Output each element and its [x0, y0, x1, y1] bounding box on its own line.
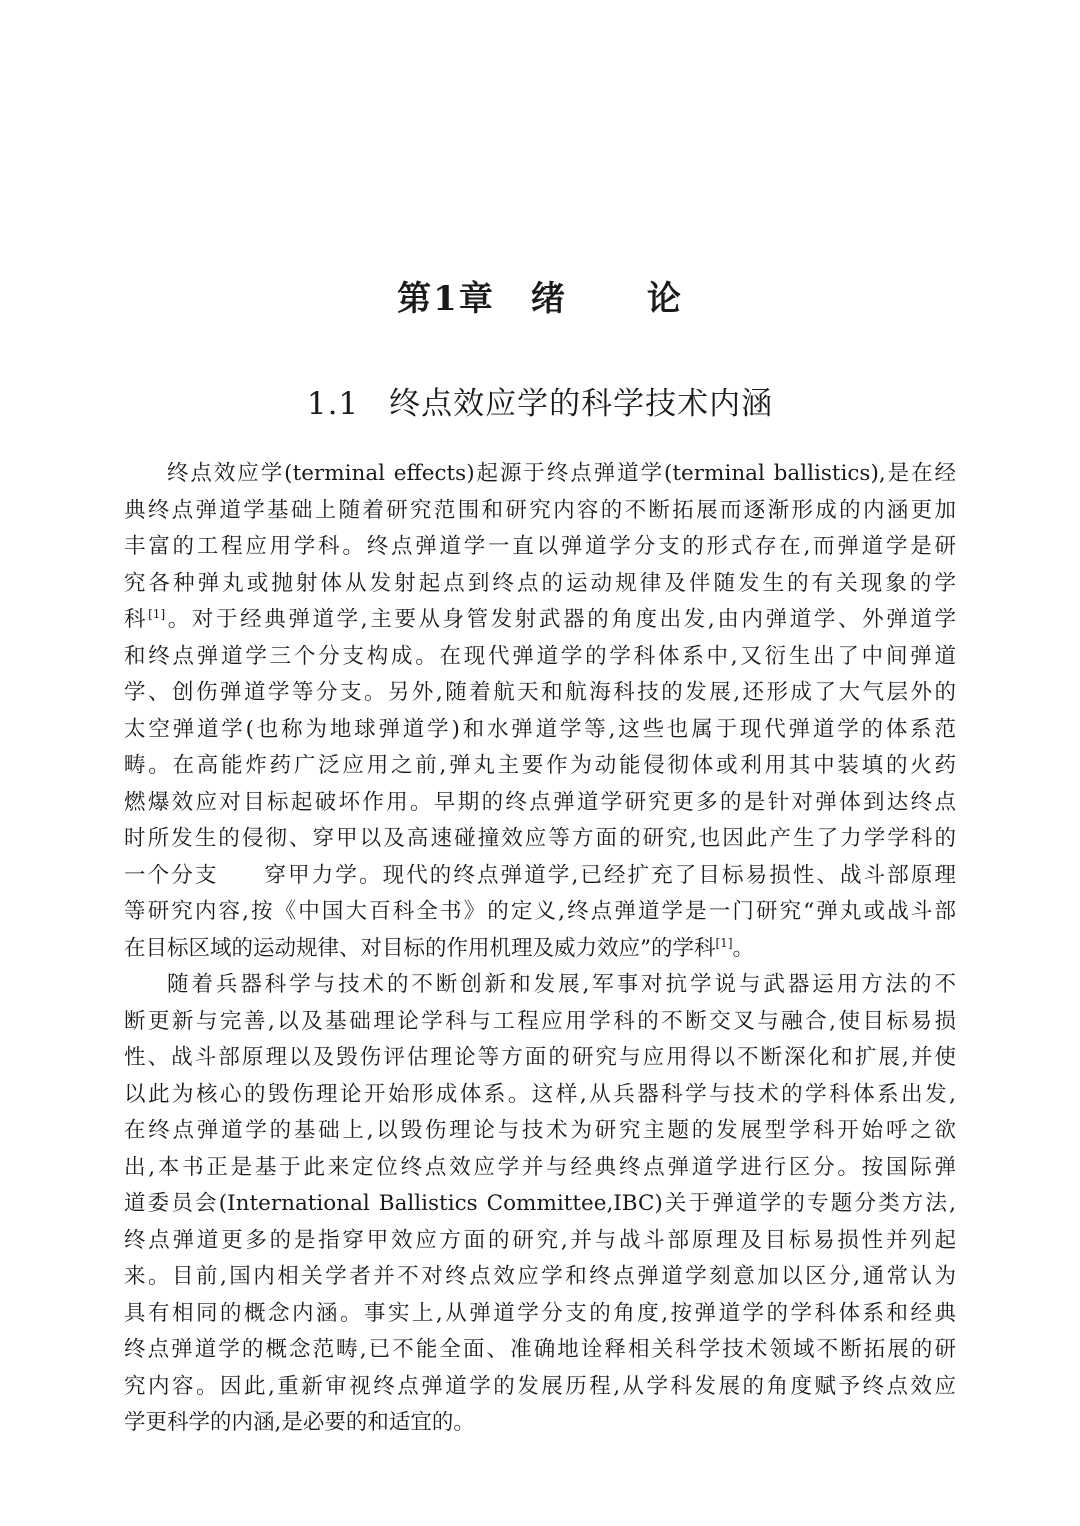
text-line: 究各种弹丸或抛射体从发射起点到终点的运动规律及伴随发生的有关现象的学: [124, 570, 956, 596]
text-line: 学更科学的内涵,是必要的和适宜的。: [124, 1410, 475, 1435]
text-line: [124, 931, 956, 968]
text-line: 丰富的工程应用学科。终点弹道学一直以弹道学分支的形式存在,而弹道学是研: [124, 534, 956, 559]
text-line: 性、战斗部原理以及毁伤评估理论等方面的研究与应用得以不断深化和扩展,并使: [124, 1045, 956, 1070]
text-line: 具有相同的概念内涵。事实上,从弹道学分支的角度,按弹道学的学科体系和经典: [124, 1300, 956, 1326]
text-line: 断更新与完善,以及基础理论学科与工程应用学科的不断交叉与融合,使目标易损: [124, 1008, 956, 1034]
section-title: [0, 384, 1080, 424]
text-segment: 。对于经典弹道学,主要从身管发射武器的角度出发,由内弹道学、外弹道学: [165, 607, 956, 632]
text-line: 和终点弹道学三个分支构成。在现代弹道学的学科体系中,又衍生出了中间弹道: [124, 643, 956, 669]
text-line: 随着兵器科学与技术的不断创新和发展,军事对抗学说与武器运用方法的不: [167, 972, 956, 997]
section-number: 1.1: [306, 386, 360, 422]
text-line: 来。目前,国内相关学者并不对终点效应学和终点弹道学刻意加以区分,通常认为: [124, 1264, 956, 1289]
text-line: 畴。在高能炸药广泛应用之前,弹丸主要作为动能侵彻体或利用其中装填的火药: [124, 753, 956, 778]
section-heading: 终点效应学的科学技术内涵: [389, 386, 774, 422]
chapter-title: [0, 278, 1080, 320]
chapter-number: 第1章: [397, 279, 495, 319]
text-line: 在终点弹道学的基础上,以毁伤理论与技术为研究主题的发展型学科开始呼之欲: [124, 1118, 956, 1143]
text-line: 等研究内容,按《中国大百科全书》的定义,终点弹道学是一门研究“弹丸或战斗部: [124, 899, 956, 924]
text-line: 究内容。因此,重新审视终点弹道学的发展历程,从学科发展的角度赋予终点效应: [124, 1373, 956, 1399]
text-segment: 在目标区域的运动规律、对目标的作用机理及威力效应”的学科: [124, 935, 716, 961]
text-line: 燃爆效应对目标起破坏作用。早期的终点弹道学研究更多的是针对弹体到达终点: [124, 789, 956, 815]
text-line: 终点弹道更多的是指穿甲效应方面的研究,并与战斗部原理及目标易损性并列起: [124, 1227, 956, 1253]
text-line: 终点弹道学的概念范畴,已不能全面、准确地诠释相关科学技术领域不断拓展的研: [124, 1337, 956, 1362]
text-segment: 一个分支: [124, 862, 219, 888]
text-line: 终点效应学(terminal effects)起源于终点弹道学(terminal ballistics),是在经: [167, 461, 956, 486]
text-line: [124, 858, 956, 895]
text-line: 出,本书正是基于此来定位终点效应学并与经典终点弹道学进行区分。按国际弹: [124, 1154, 956, 1180]
body-text: [124, 456, 956, 1442]
citation-ref: [1]: [148, 606, 166, 621]
text-segment: 科: [124, 607, 149, 632]
text-line: 以此为核心的毁伤理论开始形成体系。这样,从兵器科学与技术的学科体系出发,: [124, 1081, 956, 1107]
chapter-title-char-a: 绪: [530, 279, 567, 319]
text-line: 时所发生的侵彻、穿甲以及高速碰撞效应等方面的研究,也因此产生了力学学科的: [124, 826, 956, 851]
paragraph-1: [124, 456, 956, 967]
text-segment: 。: [732, 935, 755, 961]
citation-ref: [1]: [715, 935, 733, 950]
paragraph-2: [124, 967, 956, 1442]
text-line: 典终点弹道学基础上随着研究范围和研究内容的不断拓展而逐渐形成的内涵更加: [124, 497, 956, 523]
text-segment: 穿甲力学。现代的终点弹道学,已经扩充了目标易损性、战斗部原理: [262, 862, 956, 888]
text-line: 太空弹道学(也称为地球弹道学)和水弹道学等,这些也属于现代弹道学的体系范: [124, 716, 956, 742]
chapter-title-char-b: 论: [646, 279, 683, 319]
text-line: 学、创伤弹道学等分支。另外,随着航天和航海科技的发展,还形成了大气层外的: [124, 680, 956, 705]
text-line: [124, 602, 956, 639]
text-line: 道委员会(International Ballistics Committee,IBC)关于弹道学的专题分类方法,: [124, 1191, 956, 1216]
